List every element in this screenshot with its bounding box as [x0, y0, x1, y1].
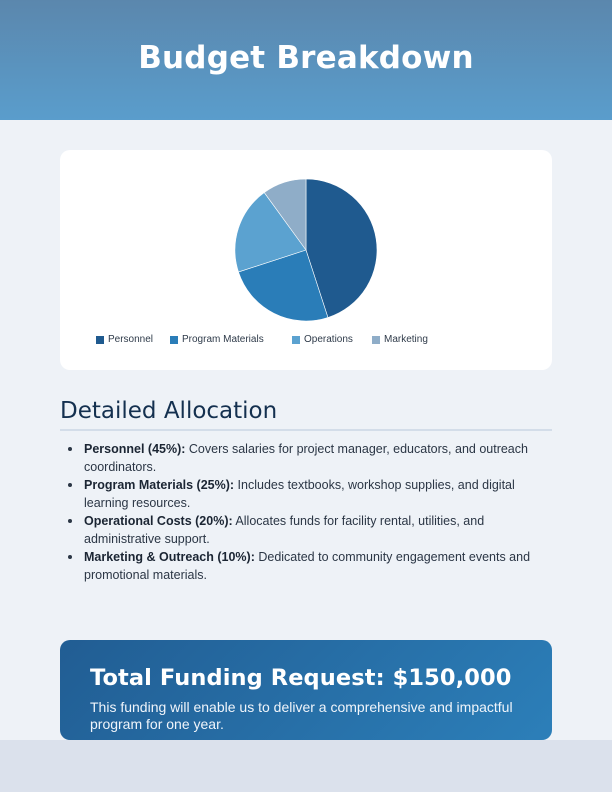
legend-label: Marketing	[384, 334, 428, 345]
legend-item-personnel	[96, 334, 153, 345]
allocation-list	[84, 440, 554, 584]
section-divider	[60, 429, 552, 431]
item-text: Dedicated to community engagement events and promotional materials.	[84, 550, 531, 582]
list-item	[84, 512, 554, 548]
item-label: Program Materials (25%):	[84, 478, 235, 492]
legend-label: Operations	[304, 334, 353, 345]
legend-item-marketing	[372, 334, 428, 345]
legend-label: Program Materials	[182, 334, 264, 345]
item-text: Includes textbooks, workshop supplies, and digital learning resources.	[84, 478, 515, 510]
item-label: Operational Costs (20%):	[84, 514, 233, 528]
total-funding-card	[60, 640, 552, 740]
total-funding-title: Total Funding Request: $150,000	[90, 665, 512, 691]
page-header	[0, 0, 612, 120]
legend-item-program-materials	[170, 334, 264, 345]
legend-swatch	[372, 336, 380, 344]
section-title-detailed-allocation: Detailed Allocation	[60, 398, 278, 424]
list-item	[84, 548, 554, 584]
page-title: Budget Breakdown	[138, 40, 474, 76]
legend-swatch	[292, 336, 300, 344]
legend-swatch	[96, 336, 104, 344]
list-item	[84, 440, 554, 476]
item-label: Personnel (45%):	[84, 442, 186, 456]
total-funding-description: This funding will enable us to deliver a comprehensive and impactful program for one year.	[90, 699, 513, 732]
legend-swatch	[170, 336, 178, 344]
legend-item-operations	[292, 334, 353, 345]
item-text: Covers salaries for project manager, educators, and outreach coordinators.	[84, 442, 528, 474]
budget-pie-chart	[235, 179, 377, 321]
item-label: Marketing & Outreach (10%):	[84, 550, 255, 564]
item-text: Allocates funds for facility rental, utilities, and administrative support.	[84, 514, 485, 546]
list-item	[84, 476, 554, 512]
legend-label: Personnel	[108, 334, 154, 345]
